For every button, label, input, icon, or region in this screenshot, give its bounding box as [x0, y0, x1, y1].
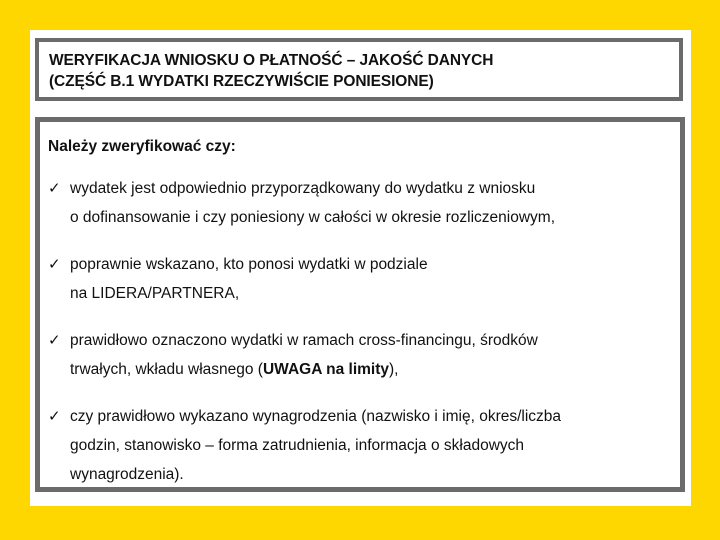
title-line-2: (CZĘŚĆ B.1 WYDATKI RZECZYWIŚCIE PONIESIONE) [49, 73, 434, 90]
title-line-1: WERYFIKACJA WNIOSKU O PŁATNOŚĆ – JAKOŚĆ DANYCH [49, 52, 494, 69]
check-icon: ✓ [48, 331, 61, 349]
title-box [35, 38, 683, 101]
list-item-line: wydatek jest odpowiednio przyporządkowany do wydatku z wniosku [70, 180, 536, 197]
checklist [48, 174, 561, 507]
list-item-line: prawidłowo oznaczono wydatki w ramach cross-financingu, środków [70, 332, 538, 349]
check-icon: ✓ [48, 179, 61, 197]
list-item [48, 174, 561, 232]
intro-heading: Należy zweryfikować czy: [48, 138, 236, 155]
list-item-line [70, 355, 561, 384]
list-item [48, 402, 561, 489]
list-item [48, 250, 561, 308]
list-item-line: na LIDERA/PARTNERA, [70, 285, 240, 302]
list-item [48, 326, 561, 384]
list-item-line: godzin, stanowisko – forma zatrudnienia, informacja o składowych [70, 437, 525, 454]
check-icon: ✓ [48, 407, 61, 425]
check-icon: ✓ [48, 255, 61, 273]
list-item-line: wynagrodzenia). [70, 466, 184, 483]
list-item-text: ), [389, 361, 399, 378]
list-item-line: o dofinansowanie i czy poniesiony w całości w okresie rozliczeniowym, [70, 209, 556, 226]
list-item-line: czy prawidłowo wykazano wynagrodzenia (nazwisko i imię, okres/liczba [70, 408, 562, 425]
list-item-text: trwałych, wkładu własnego ( [70, 361, 263, 378]
list-item-line: poprawnie wskazano, kto ponosi wydatki w podziale [70, 256, 428, 273]
warning-emphasis: UWAGA na limity [262, 361, 390, 378]
content-box [35, 117, 685, 492]
